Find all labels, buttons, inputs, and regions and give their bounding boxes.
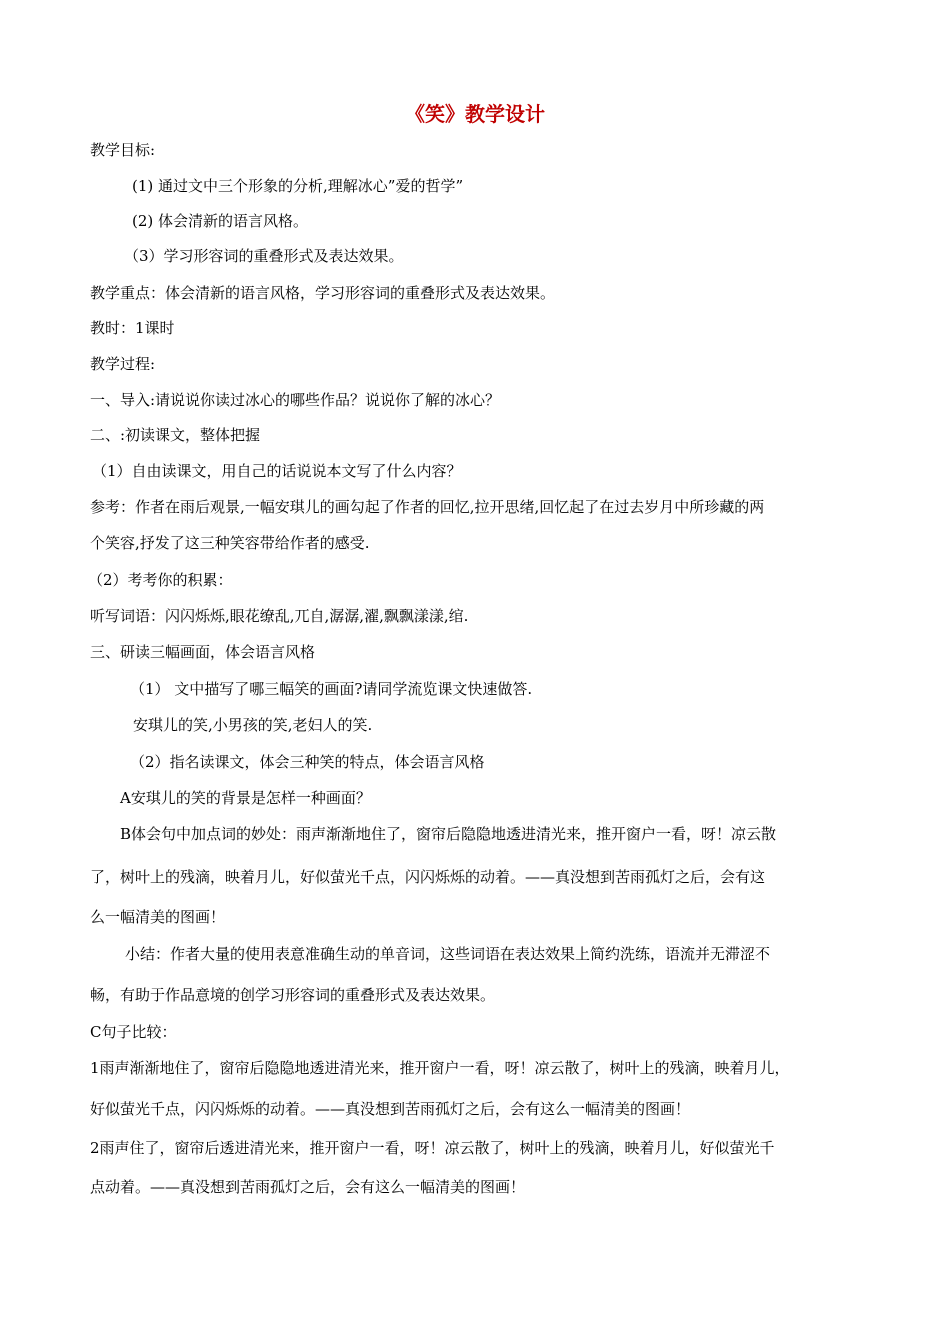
section-2-question-1: （1）自由读课文，用自己的话说说本文写了什么内容？ [92, 462, 462, 480]
summary-line-2: 畅，有助于作品意境的创学习形容词的重叠形式及表达效果。 [90, 986, 496, 1004]
key-points: 教学重点：体会清新的语言风格，学习形容词的重叠形式及表达效果。 [90, 284, 556, 302]
section-2-heading: 二、:初读课文，整体把握 [90, 426, 261, 444]
section-1-intro: 一、导入:请说说你读过冰心的哪些作品？说说你了解的冰心？ [90, 391, 501, 409]
process-heading: 教学过程: [90, 355, 156, 373]
sentence-1-line-2: 好似萤光千点，闪闪烁烁的动着。——真没想到苦雨孤灯之后，会有这么一幅清美的图画！ [90, 1100, 691, 1118]
objective-item-3: （3）学习形容词的重叠形式及表达效果。 [124, 247, 404, 265]
point-b-line-1: B体会句中加点词的妙处：雨声渐渐地住了，窗帘后隐隐地透进清光来，推开窗户一看，呀！凉云散 [120, 825, 777, 843]
document-title: 《笑》教学设计 [405, 102, 545, 126]
section-3-question-1: （1） 文中描写了哪三幅笑的画面?请同学流览课文快速做答. [130, 680, 533, 698]
sentence-2-line-2: 点动着。——真没想到苦雨孤灯之后，会有这么一幅清美的图画！ [90, 1178, 526, 1196]
objective-item-1: (1) 通过文中三个形象的分析,理解冰心”爱的哲学” [132, 177, 464, 195]
class-hours: 教时：1课时 [90, 319, 175, 337]
objective-item-2: (2) 体会清新的语言风格。 [132, 212, 309, 230]
summary-line-1: 小结：作者大量的使用表意准确生动的单音词，这些词语在表达效果上简约洗练，语流并无滞涩不 [125, 945, 771, 963]
sentence-2-line-1: 2雨声住了，窗帘后透进清光来，推开窗户一看，呀！凉云散了，树叶上的残滴，映着月儿，好似萤光千 [90, 1139, 775, 1157]
point-c-heading: C句子比较： [90, 1023, 177, 1041]
dictation-words: 听写词语：闪闪烁烁,眼花缭乱,兀自,潺潺,濯,飘飘漾漾,绾. [90, 607, 469, 625]
point-b-line-2: 了，树叶上的残滴，映着月儿，好似萤光千点，闪闪烁烁的动着。——真没想到苦雨孤灯之后，会有这 [90, 868, 766, 886]
point-b-line-3: 么一幅清美的图画！ [90, 908, 226, 926]
section-3-answer-1: 安琪儿的笑,小男孩的笑,老妇人的笑. [133, 716, 373, 734]
objectives-heading: 教学目标: [90, 141, 156, 159]
section-2-question-2: （2）考考你的积累： [88, 571, 233, 589]
section-3-question-2: （2）指名读课文，体会三种笑的特点，体会语言风格 [130, 753, 485, 771]
reference-answer-line-2: 个笑容,抒发了这三种笑容带给作者的感受. [90, 534, 370, 552]
section-3-heading: 三、研读三幅画面，体会语言风格 [90, 643, 316, 661]
sentence-1-line-1: 1雨声渐渐地住了，窗帘后隐隐地透进清光来，推开窗户一看，呀！凉云散了，树叶上的残滴，映着月儿， [90, 1059, 790, 1077]
point-a: A安琪儿的笑的背景是怎样一种画面？ [120, 789, 371, 807]
reference-answer-line-1: 参考：作者在雨后观景,一幅安琪儿的画勾起了作者的回忆,拉开思绪,回忆起了在过去岁月中所珍藏的两 [90, 498, 765, 516]
